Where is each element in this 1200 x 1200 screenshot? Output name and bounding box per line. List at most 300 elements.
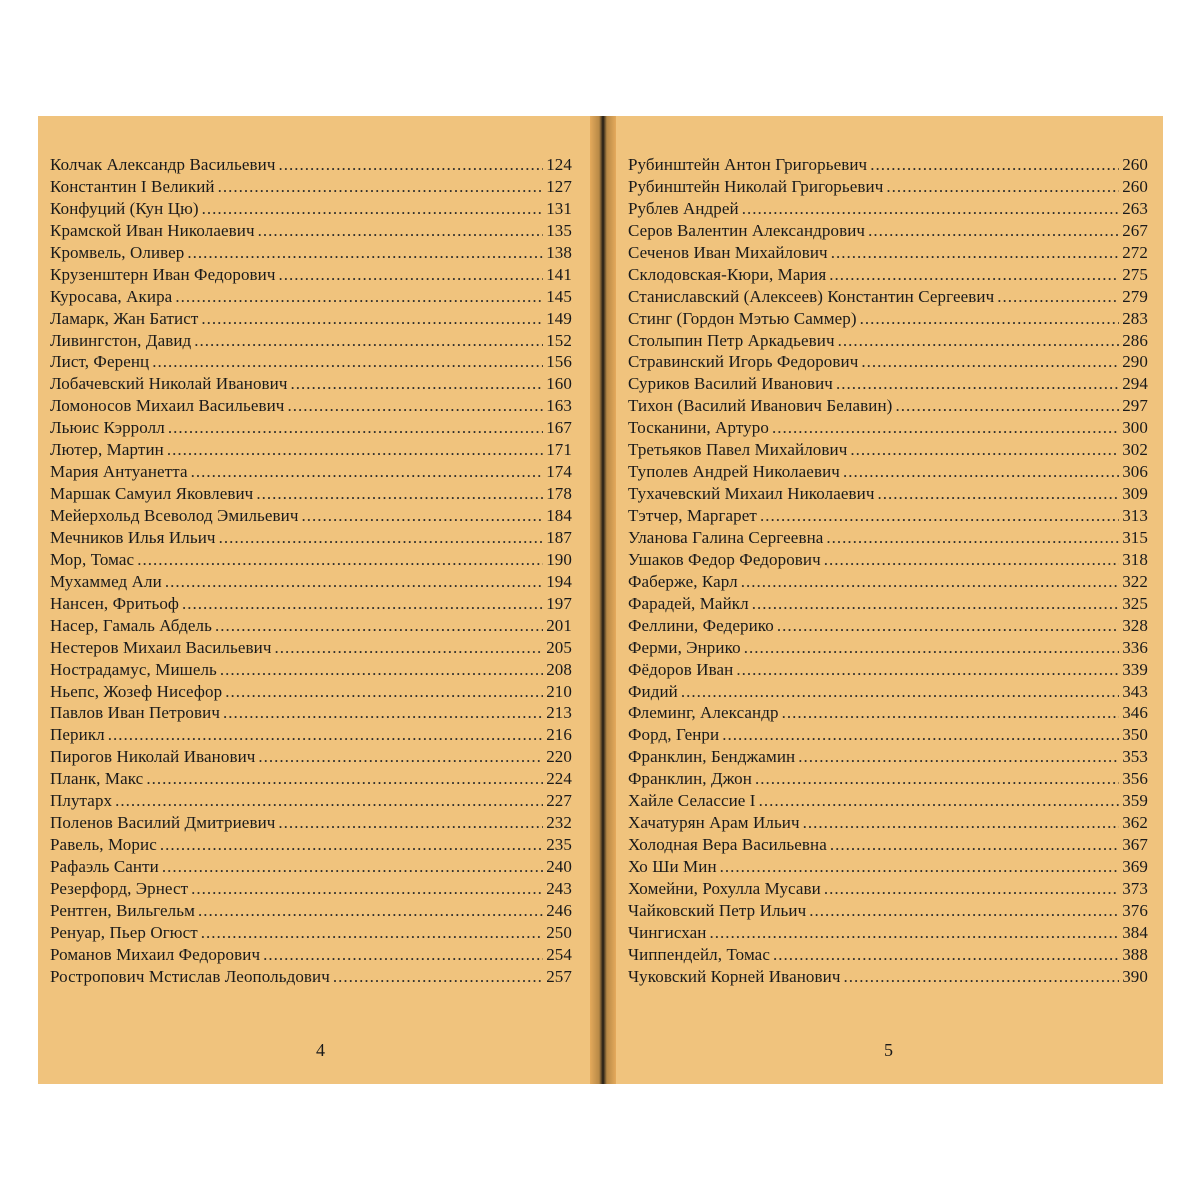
dot-leader [861, 351, 1119, 373]
entry-name: Фаберже, Карл [628, 571, 738, 591]
entry-name: Столыпин Петр Аркадьевич [628, 330, 835, 350]
entry-page-number: 388 [1122, 944, 1148, 964]
dot-leader [225, 681, 543, 703]
dot-leader [278, 812, 543, 834]
entry-name: Уланова Галина Сергеевна [628, 527, 824, 547]
entry-page-number: 339 [1122, 659, 1148, 679]
book-gutter [590, 116, 616, 1084]
entry-name: Феллини, Федерико [628, 615, 774, 635]
entry-name: Рубинштейн Антон Григорьевич [628, 155, 868, 174]
dot-leader [182, 593, 543, 615]
dot-leader [772, 417, 1119, 439]
entry-name: Третьяков Павел Михайлович [628, 440, 848, 460]
dot-leader [302, 505, 544, 527]
contents-entry [50, 417, 572, 439]
entry-name: Лобачевский Николай Иванович [50, 374, 288, 394]
entry-name: Суриков Василий Иванович [628, 374, 833, 394]
entry-page-number: 131 [546, 198, 572, 218]
entry-page-number: 373 [1122, 878, 1148, 898]
dot-leader [160, 834, 543, 856]
entry-page-number: 213 [546, 703, 572, 723]
entry-page-number: 328 [1122, 615, 1148, 635]
contents-entry [628, 264, 1148, 286]
entry-name: Форд, Генри [628, 725, 720, 745]
dot-leader [275, 637, 544, 659]
entry-page-number: 290 [1122, 352, 1148, 372]
contents-entry [628, 790, 1148, 812]
dot-leader [860, 308, 1120, 330]
entry-page-number: 346 [1122, 703, 1148, 723]
entry-name: Рентген, Вильгельм [50, 900, 195, 920]
contents-entry [628, 856, 1148, 878]
contents-entry [50, 856, 572, 878]
contents-entry [50, 176, 572, 198]
contents-entry [50, 615, 572, 637]
entry-name: Крузенштерн Иван Федорович [50, 264, 276, 284]
entry-page-number: 318 [1122, 549, 1148, 569]
entry-page-number: 384 [1122, 922, 1148, 942]
entry-page-number: 325 [1122, 593, 1148, 613]
entry-page-number: 356 [1122, 769, 1148, 789]
contents-entry [628, 878, 1148, 900]
entry-page-number: 167 [546, 418, 572, 438]
entry-page-number: 297 [1122, 396, 1148, 416]
entry-name: Холодная Вера Васильевна [628, 835, 827, 855]
entry-name: Чайковский Петр Ильич [628, 900, 807, 920]
entry-page-number: 127 [546, 176, 572, 196]
entry-page-number: 174 [546, 462, 572, 482]
contents-entry [50, 308, 572, 330]
entry-page-number: 197 [546, 593, 572, 613]
entry-page-number: 160 [546, 374, 572, 394]
entry-page-number: 163 [546, 396, 572, 416]
entry-page-number: 362 [1122, 813, 1148, 833]
entry-page-number: 243 [546, 878, 572, 898]
entry-page-number: 343 [1122, 681, 1148, 701]
entry-page-number: 138 [546, 242, 572, 262]
contents-entry [628, 373, 1148, 395]
entry-page-number: 279 [1122, 286, 1148, 306]
contents-entry [628, 724, 1148, 746]
entry-page-number: 194 [546, 571, 572, 591]
contents-entry [50, 812, 572, 834]
dot-leader [709, 922, 1119, 944]
entry-page-number: 369 [1122, 857, 1148, 876]
entry-page-number: 294 [1122, 374, 1148, 394]
entry-name: Ломоносов Михаил Васильевич [50, 396, 285, 416]
entry-name: Тухачевский Михаил Николаевич [628, 484, 875, 504]
contents-entry [50, 659, 572, 681]
contents-entry [628, 549, 1148, 571]
contents-list-right [628, 154, 1148, 988]
contents-entry [50, 593, 572, 615]
entry-page-number: 201 [546, 615, 572, 635]
entry-name: Склодовская-Кюри, Мария [628, 264, 827, 284]
entry-page-number: 178 [546, 484, 572, 504]
entry-page-number: 210 [546, 681, 572, 701]
entry-name: Мечников Илья Ильич [50, 527, 216, 547]
entry-page-number: 353 [1122, 747, 1148, 767]
dot-leader [870, 154, 1119, 176]
dot-leader [165, 571, 543, 593]
contents-entry [628, 681, 1148, 703]
entry-page-number: 124 [546, 155, 572, 174]
contents-entry [50, 966, 572, 988]
contents-entry [50, 724, 572, 746]
dot-leader [263, 944, 543, 966]
entry-name: Фарадей, Майкл [628, 593, 749, 613]
entry-page-number: 145 [546, 286, 572, 306]
entry-page-number: 315 [1122, 527, 1148, 547]
contents-entry [628, 242, 1148, 264]
dot-leader [742, 198, 1119, 220]
entry-name: Хачатурян Арам Ильич [628, 813, 800, 833]
contents-entry [50, 198, 572, 220]
dot-leader [782, 702, 1120, 724]
dot-leader [152, 351, 543, 373]
entry-page-number: 286 [1122, 330, 1148, 350]
contents-entry [628, 768, 1148, 790]
entry-page-number: 224 [546, 769, 572, 789]
dot-leader [803, 812, 1120, 834]
entry-name: Поленов Василий Дмитриевич [50, 813, 276, 833]
entry-name: Чуковский Корней Иванович [628, 966, 841, 986]
entry-name: Колчак Александр Васильевич [50, 155, 276, 174]
entry-name: Резерфорд, Эрнест [50, 878, 189, 898]
entry-name: Ростропович Мстислав Леопольдович [50, 966, 330, 986]
dot-leader [720, 856, 1120, 878]
contents-entry [50, 242, 572, 264]
entry-page-number: 275 [1122, 264, 1148, 284]
dot-leader [202, 198, 544, 220]
dot-leader [744, 637, 1119, 659]
dot-leader [843, 461, 1119, 483]
contents-entry [50, 681, 572, 703]
entry-page-number: 141 [546, 264, 572, 284]
entry-page-number: 260 [1122, 155, 1148, 174]
contents-entry [50, 637, 572, 659]
dot-leader [759, 790, 1120, 812]
dot-leader [194, 330, 543, 352]
entry-page-number: 313 [1122, 506, 1148, 525]
dot-leader [824, 549, 1119, 571]
entry-name: Лютер, Мартин [50, 440, 164, 460]
entry-name: Плутарх [50, 791, 113, 811]
entry-page-number: 263 [1122, 198, 1148, 218]
dot-leader [829, 264, 1119, 286]
page-number-right: 5 [884, 1040, 893, 1060]
contents-entry [628, 483, 1148, 505]
entry-page-number: 240 [546, 857, 572, 876]
entry-name: Стравинский Игорь Федорович [628, 352, 859, 372]
entry-page-number: 246 [546, 900, 572, 920]
entry-name: Хо Ши Мин [628, 857, 717, 876]
entry-name: Ушаков Федор Федорович [628, 549, 821, 569]
contents-entry [628, 527, 1148, 549]
left-page [38, 116, 590, 1084]
entry-page-number: 336 [1122, 637, 1148, 657]
dot-leader [850, 439, 1119, 461]
entry-page-number: 184 [546, 506, 572, 525]
entry-name: Тихон (Василий Иванович Белавин) [628, 396, 893, 416]
dot-leader [215, 615, 543, 637]
contents-entry [50, 461, 572, 483]
entry-name: Франклин, Джон [628, 769, 752, 789]
dot-leader [146, 768, 543, 790]
entry-name: Нострадамус, Мишель [50, 659, 217, 679]
entry-page-number: 135 [546, 220, 572, 240]
entry-name: Маршак Самуил Яковлевич [50, 484, 254, 504]
entry-name: Куросава, Акира [50, 286, 173, 306]
contents-entry [50, 483, 572, 505]
dot-leader [798, 746, 1119, 768]
dot-leader [167, 439, 543, 461]
dot-leader [831, 242, 1119, 264]
entry-name: Сеченов Иван Михайлович [628, 242, 828, 262]
entry-page-number: 171 [546, 440, 572, 460]
dot-leader [752, 593, 1119, 615]
entry-name: Ламарк, Жан Батист [50, 308, 199, 328]
contents-entry [50, 439, 572, 461]
right-page [616, 116, 1163, 1084]
contents-entry [50, 702, 572, 724]
contents-entry [628, 286, 1148, 308]
entry-page-number: 390 [1122, 966, 1148, 986]
contents-entry [50, 790, 572, 812]
entry-name: Перикл [50, 725, 105, 745]
dot-leader [826, 527, 1119, 549]
contents-entry [50, 220, 572, 242]
entry-page-number: 302 [1122, 440, 1148, 460]
entry-name: Равель, Морис [50, 835, 157, 855]
entry-name: Тэтчер, Маргарет [628, 506, 757, 525]
contents-entry [628, 746, 1148, 768]
contents-entry [628, 812, 1148, 834]
entry-page-number: 227 [546, 791, 572, 811]
dot-leader [291, 373, 544, 395]
dot-leader [191, 878, 543, 900]
dot-leader [886, 176, 1119, 198]
contents-entry [50, 395, 572, 417]
contents-entry [50, 264, 572, 286]
entry-name: Ливингстон, Давид [50, 330, 192, 350]
contents-entry [50, 922, 572, 944]
dot-leader [287, 395, 543, 417]
entry-name: Рубинштейн Николай Григорьевич [628, 176, 884, 196]
dot-leader [187, 242, 543, 264]
contents-entry [50, 834, 572, 856]
contents-list-left [50, 154, 572, 988]
contents-entry [628, 154, 1148, 176]
contents-entry [628, 176, 1148, 198]
contents-entry [50, 900, 572, 922]
contents-entry [628, 417, 1148, 439]
contents-entry [628, 834, 1148, 856]
contents-entry [628, 351, 1148, 373]
contents-entry [50, 768, 572, 790]
dot-leader [278, 154, 543, 176]
entry-page-number: 359 [1122, 791, 1148, 811]
entry-page-number: 250 [546, 922, 572, 942]
entry-name: Ренуар, Пьер Огюст [50, 922, 198, 942]
entry-name: Рафаэль Санти [50, 857, 159, 876]
contents-entry [628, 395, 1148, 417]
dot-leader [279, 264, 544, 286]
dot-leader [722, 724, 1119, 746]
dot-leader [218, 176, 544, 198]
contents-entry [628, 308, 1148, 330]
entry-name: Лист, Ференц [50, 352, 150, 372]
entry-name: Туполев Андрей Николаевич [628, 462, 840, 482]
entry-name: Льюис Кэрролл [50, 418, 165, 438]
entry-name: Мария Антуанетта [50, 462, 188, 482]
dot-leader [223, 702, 543, 724]
dot-leader [191, 461, 544, 483]
entry-page-number: 272 [1122, 242, 1148, 262]
contents-entry [50, 154, 572, 176]
entry-page-number: 190 [546, 549, 572, 569]
contents-entry [628, 659, 1148, 681]
entry-name: Рублев Андрей [628, 198, 739, 218]
contents-entry [628, 571, 1148, 593]
contents-entry [50, 549, 572, 571]
dot-leader [878, 483, 1120, 505]
dot-leader [868, 220, 1119, 242]
entry-page-number: 300 [1122, 418, 1148, 438]
entry-page-number: 267 [1122, 220, 1148, 240]
dot-leader [773, 944, 1119, 966]
contents-entry [628, 330, 1148, 352]
contents-entry [50, 373, 572, 395]
entry-name: Нестеров Михаил Васильевич [50, 637, 272, 657]
dot-leader [333, 966, 543, 988]
entry-name: Романов Михаил Федорович [50, 944, 261, 964]
entry-page-number: 260 [1122, 176, 1148, 196]
dot-leader [836, 373, 1119, 395]
entry-page-number: 283 [1122, 308, 1148, 328]
entry-page-number: 220 [546, 747, 572, 767]
dot-leader [741, 571, 1119, 593]
contents-entry [628, 198, 1148, 220]
entry-name: Ньепс, Жозеф Нисефор [50, 681, 223, 701]
dot-leader [137, 549, 543, 571]
dot-leader [201, 308, 543, 330]
entry-name: Мор, Томас [50, 549, 135, 569]
entry-name: Нансен, Фритьоф [50, 593, 180, 613]
entry-page-number: 208 [546, 659, 572, 679]
entry-page-number: 205 [546, 637, 572, 657]
entry-page-number: 232 [546, 813, 572, 833]
entry-name: Тосканини, Артуро [628, 418, 769, 438]
dot-leader [108, 724, 543, 746]
contents-entry [50, 944, 572, 966]
contents-entry [628, 220, 1148, 242]
entry-name: Планк, Макс [50, 769, 144, 789]
dot-leader [219, 527, 544, 549]
entry-page-number: 376 [1122, 900, 1148, 920]
dot-leader [760, 505, 1119, 527]
dot-leader [220, 659, 543, 681]
dot-leader [736, 659, 1119, 681]
entry-name: Константин I Великий [50, 176, 215, 196]
entry-name: Хомейни, Рохулла Мусави [628, 878, 821, 898]
entry-page-number: 216 [546, 725, 572, 745]
entry-page-number: 149 [546, 308, 572, 328]
entry-name: Павлов Иван Петрович [50, 703, 220, 723]
entry-name: Чингисхан [628, 922, 707, 942]
dot-leader [168, 417, 543, 439]
dot-leader [844, 966, 1120, 988]
contents-entry [50, 505, 572, 527]
dot-leader [258, 746, 543, 768]
entry-name: Крамской Иван Николаевич [50, 220, 255, 240]
entry-name: Чиппендейл, Томас [628, 944, 770, 964]
entry-name: Ферми, Энрико [628, 637, 741, 657]
dot-leader [256, 483, 543, 505]
dot-leader [198, 900, 543, 922]
contents-entry [50, 351, 572, 373]
entry-name: Пирогов Николай Иванович [50, 747, 256, 767]
entry-page-number: 152 [546, 330, 572, 350]
contents-entry [50, 286, 572, 308]
entry-name: Мухаммед Али [50, 571, 162, 591]
dot-leader [681, 681, 1119, 703]
dot-leader [777, 615, 1119, 637]
entry-page-number: 309 [1122, 484, 1148, 504]
contents-entry [628, 966, 1148, 988]
contents-entry [50, 330, 572, 352]
entry-name: Серов Валентин Александрович [628, 220, 866, 240]
dot-leader [838, 330, 1120, 352]
dot-leader [809, 900, 1119, 922]
entry-page-number: 156 [546, 352, 572, 372]
dot-leader [997, 286, 1119, 308]
dot-leader [201, 922, 543, 944]
page-number-left: 4 [316, 1040, 325, 1060]
entry-name: Франклин, Бенджамин [628, 747, 796, 767]
contents-entry [50, 878, 572, 900]
entry-name: Насер, Гамаль Абдель [50, 615, 212, 635]
entry-page-number: 322 [1122, 571, 1148, 591]
entry-name: Кромвель, Оливер [50, 242, 185, 262]
entry-name: Стинг (Гордон Мэтью Саммер) [628, 308, 857, 328]
contents-entry [628, 637, 1148, 659]
entry-page-number: 187 [546, 527, 572, 547]
entry-page-number: 306 [1122, 462, 1148, 482]
entry-page-number: 367 [1122, 835, 1148, 855]
contents-entry [628, 505, 1148, 527]
dot-leader [755, 768, 1119, 790]
dot-leader [895, 395, 1119, 417]
contents-entry [628, 615, 1148, 637]
entry-name: Флеминг, Александр [628, 703, 779, 723]
dot-leader [175, 286, 543, 308]
contents-entry [628, 702, 1148, 724]
entry-page-number: 350 [1122, 725, 1148, 745]
contents-entry [50, 746, 572, 768]
contents-entry [50, 571, 572, 593]
contents-entry [628, 900, 1148, 922]
entry-name: Конфуций (Кун Цю) [50, 198, 199, 218]
contents-entry [628, 922, 1148, 944]
dot-leader [162, 856, 543, 878]
entry-page-number: 235 [546, 835, 572, 855]
entry-name: Хайле Селассие I [628, 791, 756, 811]
entry-name: Станиславский (Алексеев) Константин Сергеевич [628, 286, 995, 306]
contents-entry [628, 593, 1148, 615]
entry-name: Фидий [628, 681, 678, 701]
dot-leader [830, 834, 1119, 856]
